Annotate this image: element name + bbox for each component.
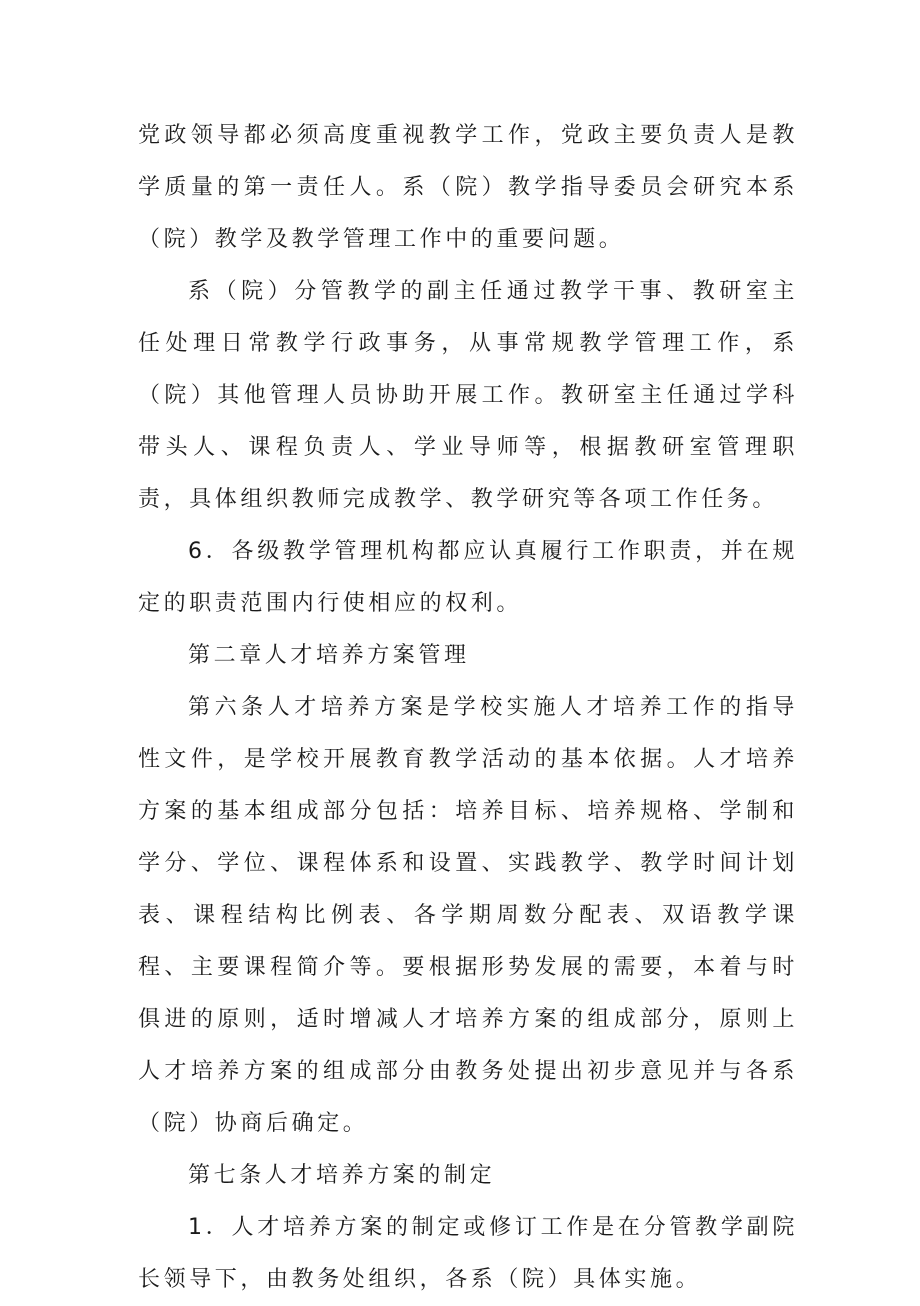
paragraph-deputy-director: 系（院）分管教学的副主任通过教学干事、教研室主任处理日常教学行政事务，从事常规教学管理工作，系（院）其他管理人员协助开展工作。教研室主任通过学科带头人、课程负责人、学业导师等，根据教研室管理职责，具体组织教师完成教学、教学研究等各项工作任务。: [138, 279, 798, 512]
chapter-heading: 第二章人才培养方案管理: [188, 643, 470, 668]
document-body: [138, 110, 798, 1306]
paragraph-item-6: 6．各级教学管理机构都应认真履行工作职责，并在规定的职责范围内行使相应的权利。: [138, 539, 798, 616]
paragraph-continuation: 党政领导都必须高度重视教学工作，党政主要负责人是教学质量的第一责任人。系（院）教学指导委员会研究本系（院）教学及教学管理工作中的重要问题。: [138, 123, 798, 252]
paragraph-item-1: 1．人才培养方案的制定或修订工作是在分管教学副院长领导下，由教务处组织，各系（院）具体实施。: [138, 1215, 798, 1292]
article-7-heading: 第七条人才培养方案的制定: [188, 1163, 496, 1188]
paragraph-article-6: 第六条人才培养方案是学校实施人才培养工作的指导性文件，是学校开展教育教学活动的基本依据。人才培养方案的基本组成部分包括：培养目标、培养规格、学制和学分、学位、课程体系和设置、实践教学、教学时间计划表、课程结构比例表、各学期周数分配表、双语教学课程、主要课程简介等。要根据形势发展的需要，本着与时俱进的原则，适时增减人才培养方案的组成部分，原则上人才培养方案的组成部分由教务处提出初步意见并与各系（院）协商后确定。: [138, 695, 798, 1136]
